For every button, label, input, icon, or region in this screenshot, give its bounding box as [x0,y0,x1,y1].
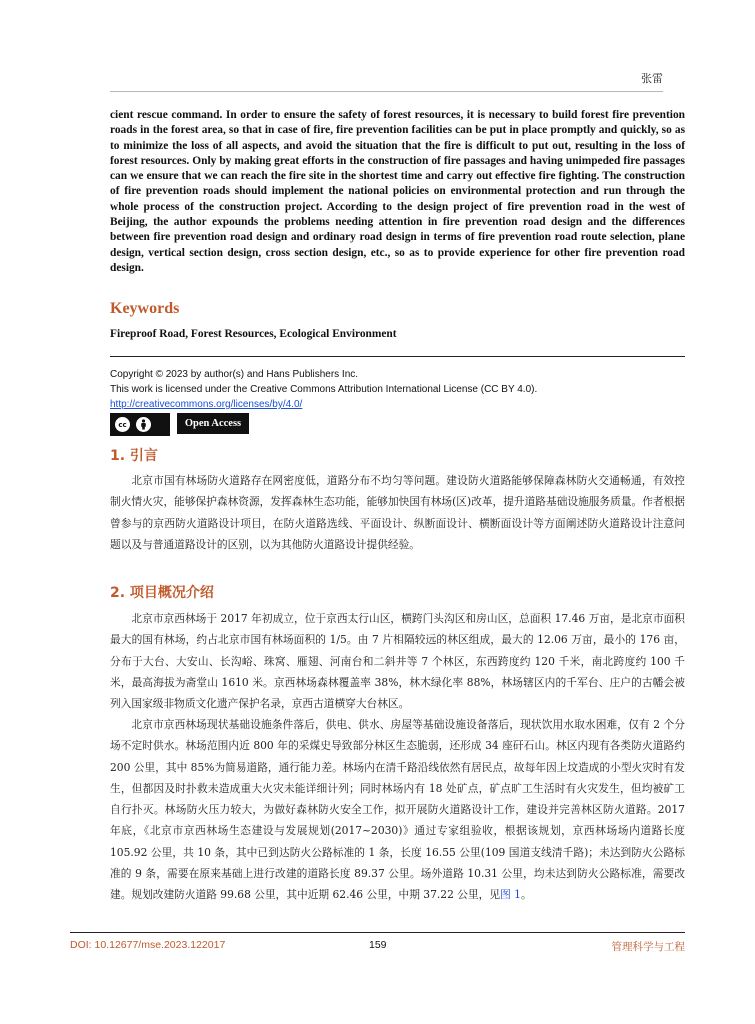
keywords-heading: Keywords [110,300,180,317]
section-2-paragraph-2-end: 。 [520,888,532,902]
figure-1-link[interactable]: 图 1 [500,888,521,902]
section-2-paragraph-1: 北京市京西林场于 2017 年初成立，位于京西太行山区，横跨门头沟区和房山区，总面积 17.46 万亩，是北京市面积最大的国有林场，约占北京市国有林场面积的 1/5。由 7 片相隔较远的林区组成，最大的 12.06 万亩，最小的 176 亩，分布于大台、大安山、长沟峪、珠窝、雁翅、河南台和二斜井等 7 个林区，东西跨度约 120 千米，南北跨度约 100 千米，最高海拔为斋堂山 1610 米。京西林场森林覆盖率 38%，林木绿化率 88%，林场辖区内的千军台、庄户的古幡会被列入国家级非物质文化遗产保护名录，京西古道横穿大台林区。 [110,612,685,711]
cc-icon: cc [115,417,130,432]
footer-page-number: 159 [369,939,387,951]
header-rule [110,91,663,92]
open-access-badge[interactable]: Open Access [177,413,249,434]
footer-rule [70,932,685,933]
section-2-heading: 2. 项目概况介绍 [110,585,214,601]
section-1-paragraph: 北京市国有林场防火道路存在网密度低，道路分布不均匀等问题。建设防火道路能够保障森林防火交通畅通，有效控制火情火灾，能够保护森林资源，发挥森林生态功能，能够加快国有林场(区)改革，提升道路基础设施服务质量。作者根据曾参与的京西防火道路设计项目，在防火道路选线、平面设计、纵断面设计、横断面设计等方面阐述防火道路设计注意问题以及与普通道路设计的区别，以为其他防火道路设计提供经验。 [110,474,685,551]
footer-doi[interactable]: DOI: 10.12677/mse.2023.122017 [70,939,226,951]
abstract-text: cient rescue command. In order to ensure the safety of forest resources, it is necessary to build forest fire prevention roads in the forest area, so that in case of fire, fire prevention facilities can be put in place promptly and quickly, so as to minimize the loss of all aspects, and avoid the situation that the fire is difficult to put out, resulting in the loss of forest resources. Only by making great efforts in the construction of fire passages and having unimpeded fire passages can we ensure that we can reach the fire site in the shortest time and carry out effective fire fighting. The construction of fire prevention roads should implement the national policies on environmental protection and run through the whole process of the construction project. According to the design project of fire prevention road in the west of Beijing, the author expounds the problems needing attention in fire prevention road design and the differences between fire prevention road design and ordinary road design in terms of fire prevention road route selection, plane design, vertical section design, cross section design, etc., so as to provide experience for other fire prevention road design. [110,109,685,274]
license-link[interactable]: http://creativecommons.org/licenses/by/4.0/ [110,399,303,410]
section-2-paragraph-2-text: 北京市京西林场现状基础设施条件落后，供电、供水、房屋等基础设施设备落后，现状饮用水取水困难，仅有 2 个分场不定时供水。林场范围内近 800 年的采煤史导致部分林区生态脆弱，还形成 34 座矸石山。林区内现有各类防火道路约 200 公里，其中 85%为简易道路，通行能力差。林场内在清千路沿线依然有居民点，故每年因上坟造成的小型火灾时有发生，但都因及时扑救未造成重大火灾未能详细计列；同时林场内有 18 处矿点，矿点旷工生活时有火灾发生，但均被矿工自行扑灭。林场防火压力较大，为做好森林防火安全工作，拟开展防火道路设计工作，建设并完善林区防火道路。2017 年底，《北京市京西林场生态建设与发展规划(2017~2030)》通过专家组验收，根据该规划，京西林场场内道路长度 105.92 公里，共 10 条，其中已到达防火公路标准的 1 条，长度 16.55 公里(109 国道支线清千路)；未达到防火公路标准的 9 条，需要在原来基础上进行改建的道路长度 89.37 公里。场外道路 10.31 公里，均未达到防火公路标准，需要改建。规划改建防火道路 99.68 公里，其中近期 62.46 公里，中期 37.22 公里，见 [110,718,685,902]
keywords-rule [110,356,685,357]
cc-by-badge[interactable] [110,413,170,436]
section-1-heading: 1. 引言 [110,448,158,464]
footer-journal-name: 管理科学与工程 [611,941,685,953]
person-glyph [139,419,148,430]
by-person-icon [136,417,151,432]
keywords-text: Fireproof Road, Forest Resources, Ecological Environment [110,328,397,340]
copyright-line: Copyright © 2023 by author(s) and Hans Publishers Inc. [110,369,359,380]
section-2-paragraph-2 [110,714,685,906]
running-head-author: 张雷 [641,72,663,85]
license-line: This work is licensed under the Creative Commons Attribution International License (CC BY 4.0). [110,384,538,395]
